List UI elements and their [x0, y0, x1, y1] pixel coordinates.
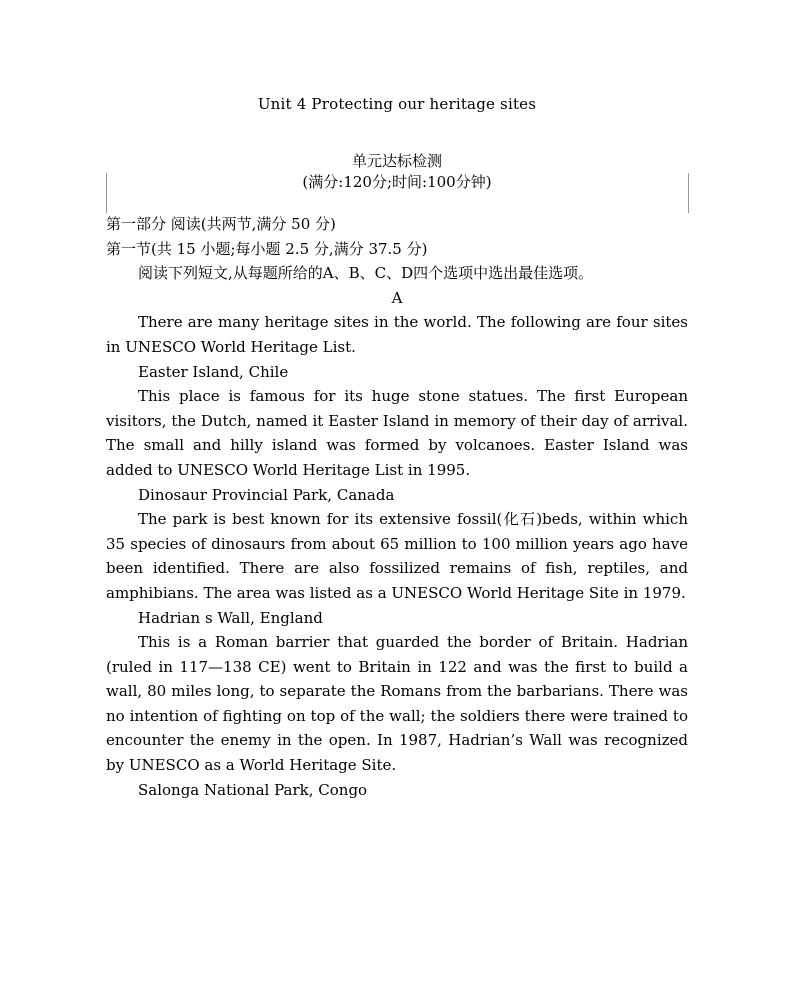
site-paragraph: This place is famous for its huge stone statues. The first European visitors, the Dutch, named it Easter Island in memory of their day of arrival. The small and hilly island was formed by volcanoes. Easter Island was added to UNESCO World Heritage List in 1995.: [106, 387, 688, 479]
unit-title: Unit 4 Protecting our heritage sites: [257, 95, 537, 113]
section-heading: 第一节(共 15 小题;每小题 2.5 分,满分 37.5 分): [106, 239, 428, 258]
test-meta: (满分:120分;时间:100分钟): [302, 173, 492, 191]
site-paragraph: The park is best known for its extensive fossil(化石)beds, within which 35 species of dinosaurs from about 65 million to 100 million years ago have been identified. There are also fossilized remains of fish, reptiles, and amphibians. The area was listed as a UNESCO World Heritage Site in 1979.: [106, 510, 688, 602]
test-title: 单元达标检测: [351, 152, 442, 170]
site-paragraph: This is a Roman barrier that guarded the border of Britain. Hadrian (ruled in 117—138 CE) went to Britain in 122 and was the first to build a wall, 80 miles long, to separate the Romans from the barbarians. There was no intention of fighting on top of the wall; the soldiers there were trained to encounter the enemy in the open. In 1987, Hadrian’s Wall was recognized by UNESCO as a World Heritage Site.: [106, 633, 688, 775]
part-heading: 第一部分 阅读(共两节,满分 50 分): [106, 215, 336, 233]
passage-label: A: [391, 288, 403, 307]
document-body: [106, 212, 688, 802]
passage-intro: There are many heritage sites in the world. The following are four sites in UNESCO World Heritage List.: [106, 313, 688, 356]
test-header: [0, 151, 794, 193]
site-heading: Hadrian s Wall, England: [138, 608, 323, 627]
site-heading: Easter Island, Chile: [138, 362, 289, 381]
margin-line-left: [106, 173, 107, 213]
instruction-text: 阅读下列短文,从每题所给的A、B、C、D四个选项中选出最佳选项。: [138, 264, 594, 283]
margin-line-right: [688, 173, 689, 213]
site-heading: Dinosaur Provincial Park, Canada: [138, 485, 395, 504]
site-heading: Salonga National Park, Congo: [138, 780, 368, 799]
